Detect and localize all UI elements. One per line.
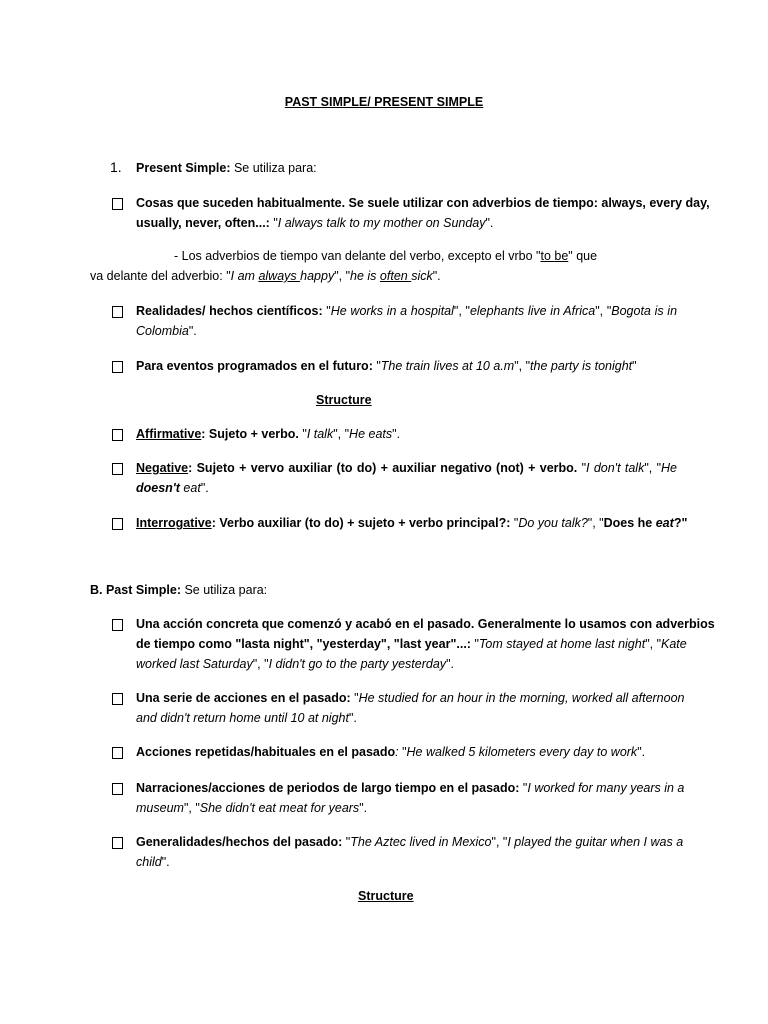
structure-heading-a: Structure bbox=[316, 393, 372, 407]
past-item4-line1: Narraciones/acciones de periodos de largo tiempo en el pasado: "I worked for many years in a bbox=[136, 781, 685, 795]
bullet-icon bbox=[112, 837, 123, 849]
bullet-icon bbox=[112, 306, 123, 318]
item-future-line: Para eventos programados en el futuro: "The train lives at 10 a.m", "the party is tonight" bbox=[136, 359, 637, 373]
title-text: PAST SIMPLE/ PRESENT SIMPLE bbox=[284, 95, 484, 109]
section-a-heading: Present Simple: Se utiliza para: bbox=[136, 161, 317, 175]
bullet-icon bbox=[112, 619, 123, 631]
item-facts-line1: Realidades/ hechos científicos: "He works in a hospital", "elephants live in Africa", "Bogota is in bbox=[136, 304, 678, 318]
past-item5-line2: child". bbox=[136, 855, 170, 869]
structure-heading-b: Structure bbox=[358, 889, 414, 903]
interrogative-line: Interrogative: Verbo auxiliar (to do) + sujeto + verbo principal?: "Do you talk?", "Does he eat?" bbox=[136, 516, 688, 530]
past-item4-line2: museum", "She didn't eat meat for years". bbox=[136, 801, 368, 815]
section-a-number: 1. bbox=[110, 159, 122, 175]
document-title bbox=[0, 92, 768, 112]
bullet-icon bbox=[112, 693, 123, 705]
item-habitual-line1: Cosas que suceden habitualmente. Se suele utilizar con adverbios de tiempo: always, every day, bbox=[136, 196, 710, 210]
bullet-icon bbox=[112, 463, 123, 475]
bullet-icon bbox=[112, 198, 123, 210]
item-facts-line2: Colombia". bbox=[136, 324, 197, 338]
bullet-icon bbox=[112, 429, 123, 441]
negative-line2: doesn't eat". bbox=[136, 481, 209, 495]
past-item2-line1: Una serie de acciones en el pasado: "He studied for an hour in the morning, worked all afternoon bbox=[136, 691, 685, 705]
past-item5-line1: Generalidades/hechos del pasado: "The Aztec lived in Mexico", "I played the guitar when I was a bbox=[136, 835, 684, 849]
section-b-heading: B. Past Simple: Se utiliza para: bbox=[90, 583, 268, 597]
past-item1-line3: worked last Saturday", "I didn't go to the party yesterday". bbox=[136, 657, 454, 671]
past-item1-line1: Una acción concreta que comenzó y acabó en el pasado. Generalmente lo usamos con adverbios bbox=[136, 617, 715, 631]
bullet-icon bbox=[112, 518, 123, 530]
note-line1: - Los adverbios de tiempo van delante del verbo, excepto el vrbo "to be" que bbox=[174, 249, 598, 263]
bullet-icon bbox=[112, 747, 123, 759]
item-habitual-line2: usually, never, often...: "I always talk to my mother on Sunday". bbox=[136, 216, 494, 230]
negative-line1: Negative: Sujeto + vervo auxiliar (to do) + auxiliar negativo (not) + verbo. "I don't talk", "He bbox=[136, 461, 677, 475]
affirmative-line: Affirmative: Sujeto + verbo. "I talk", "He eats". bbox=[136, 427, 401, 441]
note-line2: va delante del adverbio: "I am always happy", "he is often sick". bbox=[90, 269, 441, 283]
past-item3-line: Acciones repetidas/habituales en el pasado: "He walked 5 kilometers every day to work". bbox=[136, 745, 646, 759]
bullet-icon bbox=[112, 783, 123, 795]
past-item1-line2: de tiempo como "lasta night", "yesterday", "last year"...: "Tom stayed at home last night", "Kate bbox=[136, 637, 687, 651]
past-item2-line2: and didn't return home until 10 at night". bbox=[136, 711, 357, 725]
bullet-icon bbox=[112, 361, 123, 373]
